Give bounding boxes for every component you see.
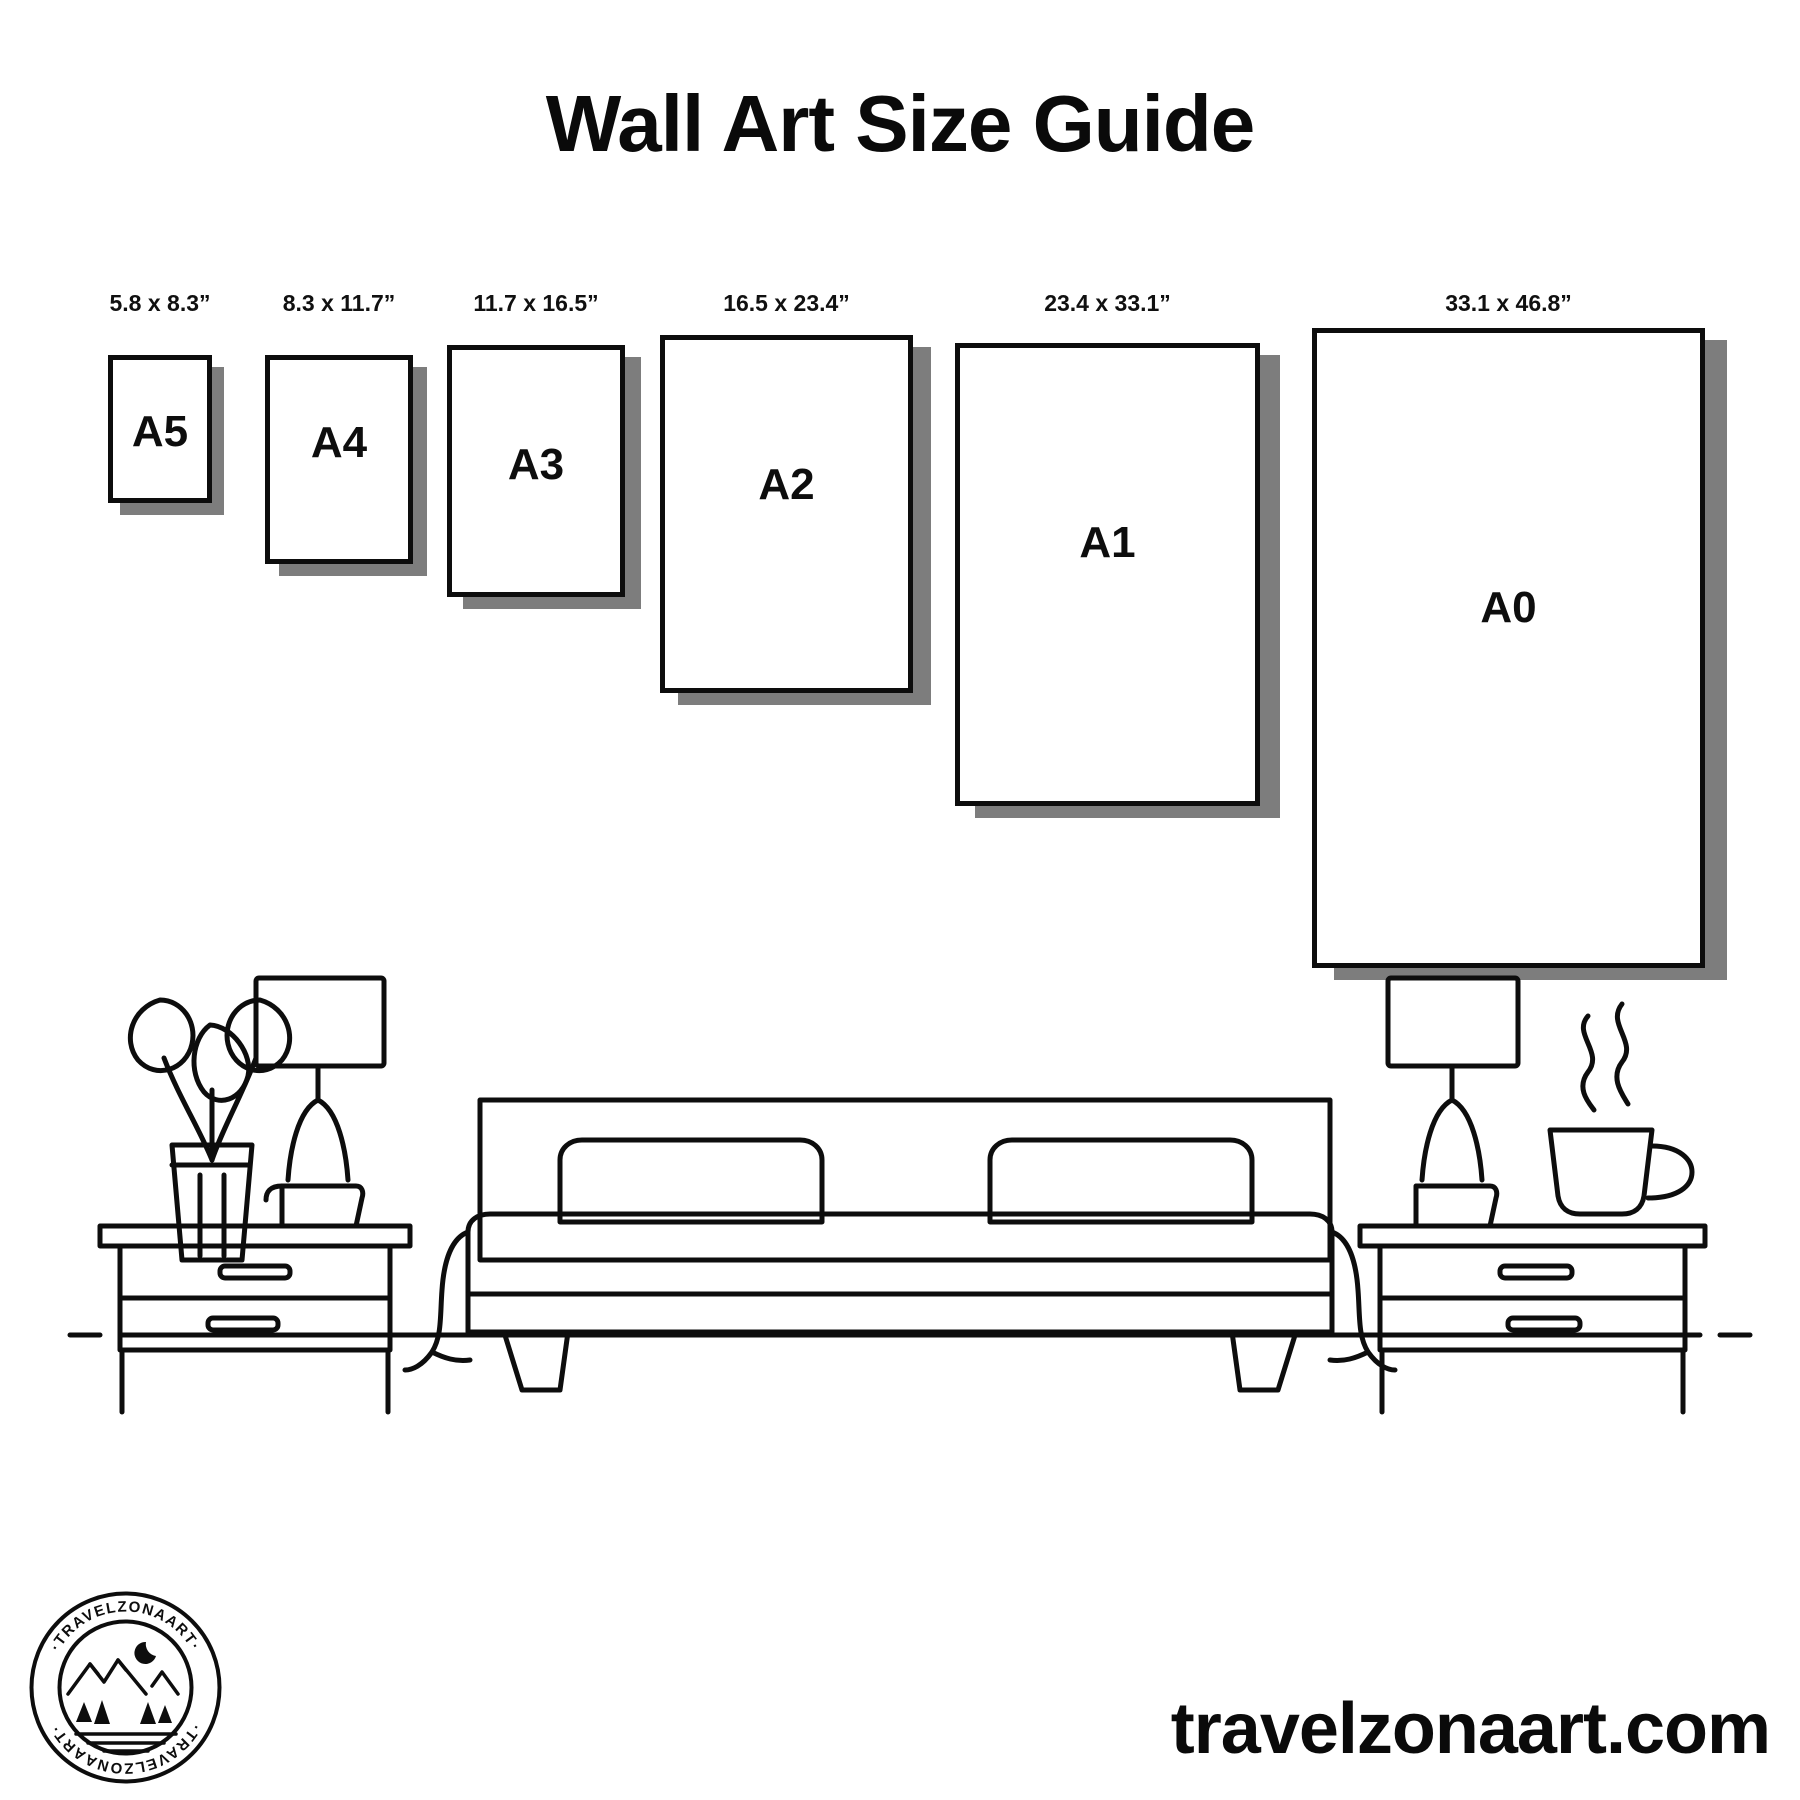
- frame-box-a3[interactable]: [447, 345, 625, 597]
- frame-dimension-label-a1: 23.4 x 33.1”: [1044, 290, 1171, 316]
- frame-dimension-label-a0: 33.1 x 46.8”: [1445, 290, 1572, 316]
- page-title: Wall Art Size Guide: [545, 79, 1255, 168]
- frame-box-a2[interactable]: [660, 335, 913, 693]
- left-nightstand: [100, 1226, 410, 1412]
- frame-dimension-label-a2: 16.5 x 23.4”: [723, 290, 850, 316]
- frame-box-a1[interactable]: [955, 343, 1260, 806]
- travelzonaart-circular-badge-logo[interactable]: [28, 1590, 223, 1785]
- frame-size-name-a4: A4: [310, 418, 368, 467]
- plant-vase: [130, 1000, 289, 1260]
- website-url[interactable]: travelzonaart.com: [1170, 1689, 1770, 1769]
- frame-group-a4[interactable]: [265, 290, 413, 580]
- coffee-cup: [1550, 1004, 1692, 1214]
- frame-group-a1[interactable]: [955, 290, 1260, 830]
- frame-dimension-label-a3: 11.7 x 16.5”: [473, 290, 599, 316]
- left-table-lamp: [256, 978, 384, 1226]
- frame-group-a3[interactable]: [447, 290, 625, 630]
- frame-size-name-a3: A3: [507, 440, 565, 489]
- bedroom-scene: [60, 960, 1760, 1480]
- frame-dimension-label-a5: 5.8 x 8.3”: [109, 290, 211, 316]
- frame-box-a5[interactable]: [108, 355, 212, 503]
- frame-box-a0[interactable]: [1312, 328, 1705, 968]
- frame-group-a5[interactable]: [108, 290, 212, 510]
- right-nightstand: [1360, 1226, 1705, 1412]
- right-table-lamp: [1388, 978, 1518, 1226]
- frame-group-a2[interactable]: [660, 290, 913, 730]
- frame-dimension-label-a4: 8.3 x 11.7”: [282, 290, 396, 316]
- frame-size-name-a0: A0: [1480, 583, 1537, 632]
- frame-size-name-a1: A1: [1079, 518, 1136, 567]
- frame-group-a0[interactable]: [1312, 290, 1705, 1010]
- frame-box-a4[interactable]: [265, 355, 413, 564]
- svg-text:·TRAVELZONAART·: ·TRAVELZONAART·: [46, 1720, 205, 1777]
- bed: [405, 1100, 1395, 1390]
- frame-size-name-a5: A5: [131, 407, 189, 456]
- svg-text:·TRAVELZONAART·: ·TRAVELZONAART·: [46, 1598, 205, 1655]
- frame-size-name-a2: A2: [758, 460, 815, 509]
